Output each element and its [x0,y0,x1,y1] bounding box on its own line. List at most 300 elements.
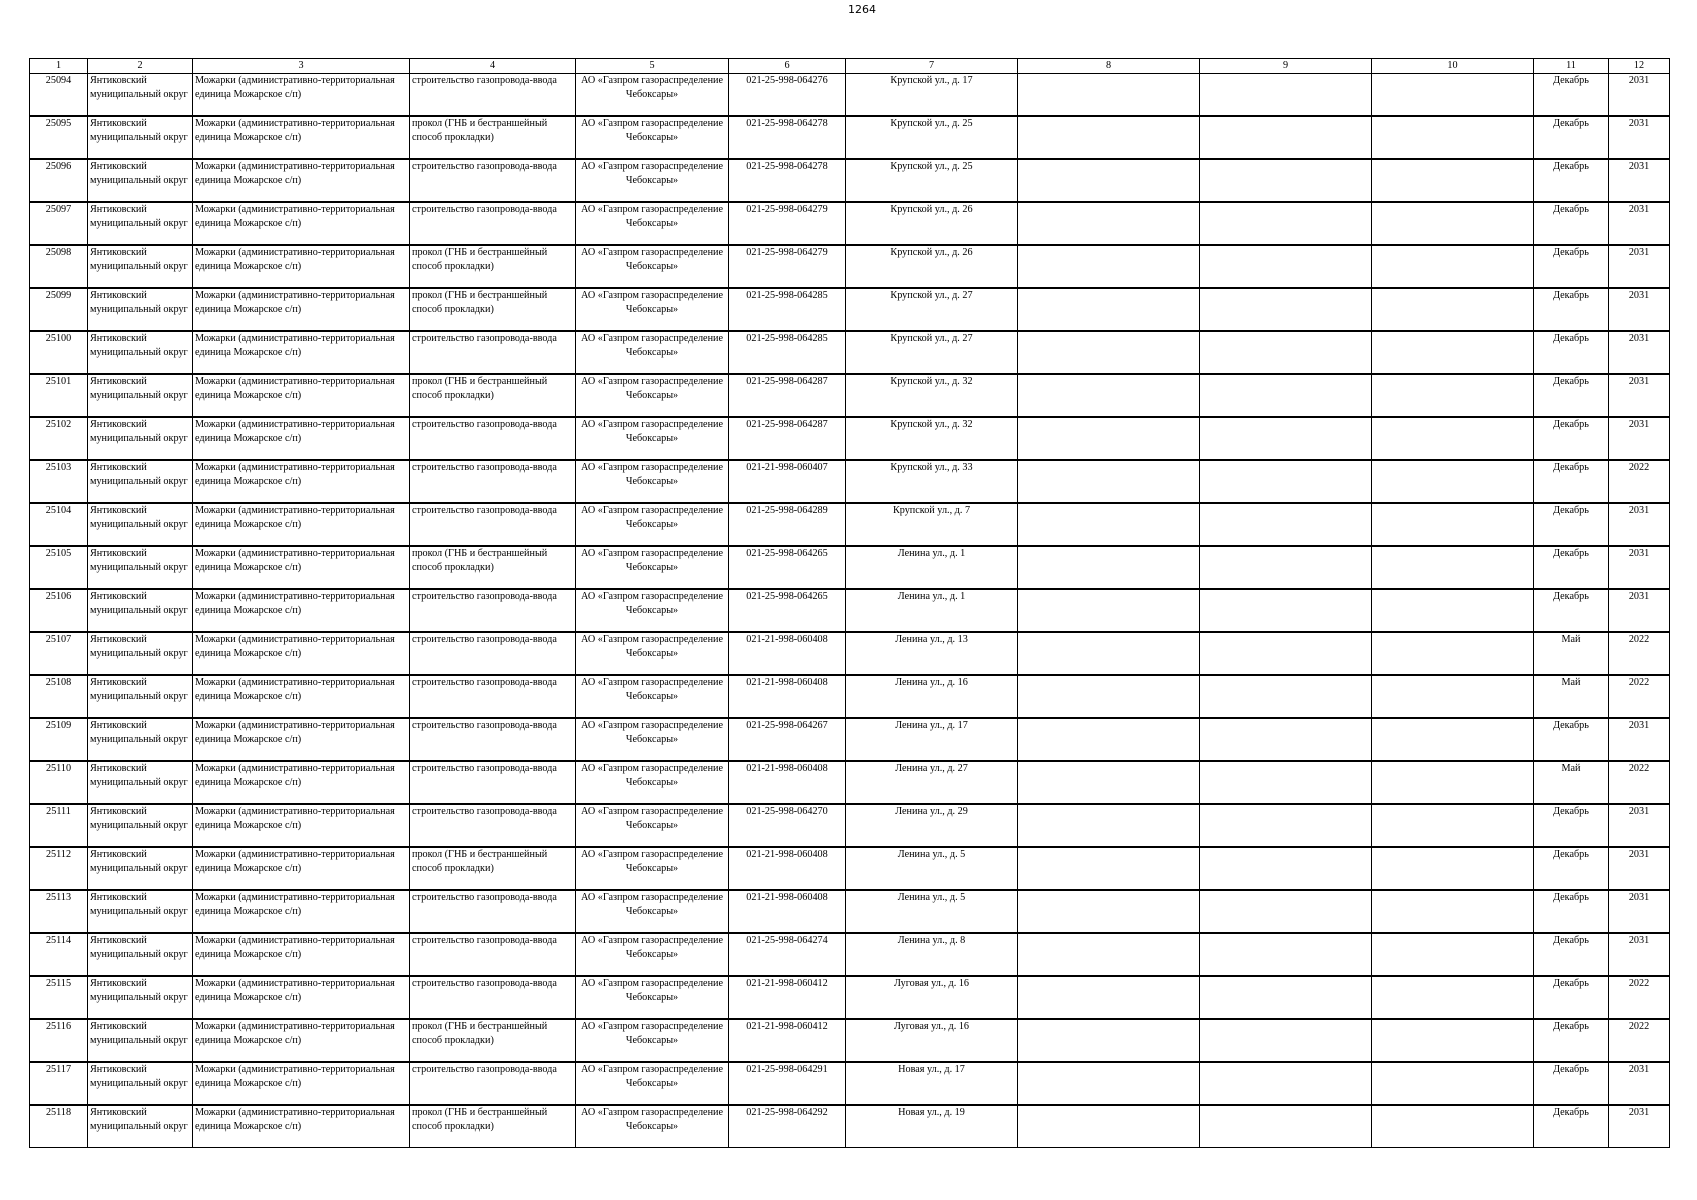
table-row [30,331,1670,374]
locality-cell: Можарки (административно-территориальная единица Можарское с/п) [193,331,410,374]
work-type-cell: строительство газопровода-ввода [410,503,576,546]
district-cell: Янтиковский муниципальный округ [88,74,193,117]
month-cell: Декабрь [1534,460,1609,503]
table-row [30,74,1670,117]
organization-cell: АО «Газпром газораспределение Чебоксары» [576,245,729,288]
year-cell: 2022 [1609,632,1670,675]
locality-cell: Можарки (административно-территориальная единица Можарское с/п) [193,374,410,417]
registry-body [30,74,1670,1148]
organization-cell: АО «Газпром газораспределение Чебоксары» [576,546,729,589]
row-number-cell: 25113 [30,890,88,933]
work-type-cell: строительство газопровода-ввода [410,159,576,202]
organization-cell: АО «Газпром газораспределение Чебоксары» [576,761,729,804]
work-type-cell: строительство газопровода-ввода [410,74,576,117]
month-cell: Декабрь [1534,589,1609,632]
column-8-cell [1018,116,1200,159]
column-9-cell [1200,74,1372,117]
organization-cell: АО «Газпром газораспределение Чебоксары» [576,589,729,632]
column-header: 3 [193,59,410,74]
address-cell: Крупской ул., д. 7 [846,503,1018,546]
column-9-cell [1200,116,1372,159]
month-cell: Декабрь [1534,804,1609,847]
work-type-cell: строительство газопровода-ввода [410,890,576,933]
column-9-cell [1200,1062,1372,1105]
row-number-cell: 25117 [30,1062,88,1105]
work-type-cell: строительство газопровода-ввода [410,331,576,374]
column-10-cell [1372,976,1534,1019]
year-cell: 2031 [1609,503,1670,546]
district-cell: Янтиковский муниципальный округ [88,116,193,159]
column-9-cell [1200,417,1372,460]
month-cell: Декабрь [1534,1105,1609,1148]
column-10-cell [1372,1062,1534,1105]
month-cell: Декабрь [1534,202,1609,245]
year-cell: 2022 [1609,1019,1670,1062]
column-9-cell [1200,933,1372,976]
column-header: 1 [30,59,88,74]
column-8-cell [1018,1105,1200,1148]
address-cell: Крупской ул., д. 32 [846,417,1018,460]
organization-cell: АО «Газпром газораспределение Чебоксары» [576,374,729,417]
district-cell: Янтиковский муниципальный округ [88,761,193,804]
month-cell: Декабрь [1534,245,1609,288]
address-cell: Крупской ул., д. 33 [846,460,1018,503]
column-header: 9 [1200,59,1372,74]
district-cell: Янтиковский муниципальный округ [88,1062,193,1105]
object-code-cell: 021-21-998-060408 [729,675,846,718]
organization-cell: АО «Газпром газораспределение Чебоксары» [576,460,729,503]
object-code-cell: 021-21-998-060408 [729,847,846,890]
object-code-cell: 021-25-998-064274 [729,933,846,976]
table-row [30,804,1670,847]
month-cell: Май [1534,675,1609,718]
column-header: 2 [88,59,193,74]
year-cell: 2031 [1609,933,1670,976]
locality-cell: Можарки (административно-территориальная единица Можарское с/п) [193,847,410,890]
table-row [30,761,1670,804]
year-cell: 2022 [1609,460,1670,503]
district-cell: Янтиковский муниципальный округ [88,890,193,933]
month-cell: Декабрь [1534,1019,1609,1062]
district-cell: Янтиковский муниципальный округ [88,331,193,374]
locality-cell: Можарки (административно-территориальная единица Можарское с/п) [193,976,410,1019]
address-cell: Ленина ул., д. 17 [846,718,1018,761]
column-8-cell [1018,202,1200,245]
address-cell: Крупской ул., д. 27 [846,288,1018,331]
address-cell: Ленина ул., д. 1 [846,589,1018,632]
year-cell: 2031 [1609,74,1670,117]
work-type-cell: строительство газопровода-ввода [410,632,576,675]
work-type-cell: строительство газопровода-ввода [410,761,576,804]
locality-cell: Можарки (административно-территориальная единица Можарское с/п) [193,933,410,976]
address-cell: Крупской ул., д. 25 [846,159,1018,202]
month-cell: Декабрь [1534,546,1609,589]
district-cell: Янтиковский муниципальный округ [88,546,193,589]
district-cell: Янтиковский муниципальный округ [88,202,193,245]
row-number-cell: 25106 [30,589,88,632]
row-number-cell: 25098 [30,245,88,288]
column-9-cell [1200,503,1372,546]
month-cell: Май [1534,761,1609,804]
work-type-cell: прокол (ГНБ и бестраншейный способ прокладки) [410,1019,576,1062]
table-row [30,976,1670,1019]
object-code-cell: 021-25-998-064276 [729,74,846,117]
year-cell: 2022 [1609,675,1670,718]
district-cell: Янтиковский муниципальный округ [88,933,193,976]
locality-cell: Можарки (административно-территориальная единица Можарское с/п) [193,804,410,847]
column-9-cell [1200,718,1372,761]
object-code-cell: 021-25-998-064285 [729,331,846,374]
column-8-cell [1018,675,1200,718]
locality-cell: Можарки (административно-территориальная единица Можарское с/п) [193,417,410,460]
address-cell: Ленина ул., д. 1 [846,546,1018,589]
locality-cell: Можарки (административно-территориальная единица Можарское с/п) [193,589,410,632]
object-code-cell: 021-25-998-064279 [729,202,846,245]
work-type-cell: прокол (ГНБ и бестраншейный способ прокладки) [410,374,576,417]
address-cell: Крупской ул., д. 17 [846,74,1018,117]
locality-cell: Можарки (административно-территориальная единица Можарское с/п) [193,288,410,331]
address-cell: Ленина ул., д. 5 [846,890,1018,933]
organization-cell: АО «Газпром газораспределение Чебоксары» [576,331,729,374]
month-cell: Декабрь [1534,288,1609,331]
year-cell: 2031 [1609,1062,1670,1105]
table-row [30,460,1670,503]
work-type-cell: прокол (ГНБ и бестраншейный способ прокладки) [410,245,576,288]
year-cell: 2031 [1609,374,1670,417]
column-9-cell [1200,460,1372,503]
column-8-cell [1018,933,1200,976]
column-9-cell [1200,761,1372,804]
column-8-cell [1018,632,1200,675]
locality-cell: Можарки (административно-территориальная единица Можарское с/п) [193,245,410,288]
locality-cell: Можарки (административно-территориальная единица Можарское с/п) [193,116,410,159]
address-cell: Ленина ул., д. 29 [846,804,1018,847]
month-cell: Декабрь [1534,1062,1609,1105]
organization-cell: АО «Газпром газораспределение Чебоксары» [576,116,729,159]
column-10-cell [1372,890,1534,933]
table-row [30,1105,1670,1148]
organization-cell: АО «Газпром газораспределение Чебоксары» [576,288,729,331]
work-type-cell: строительство газопровода-ввода [410,460,576,503]
work-type-cell: строительство газопровода-ввода [410,933,576,976]
table-row [30,847,1670,890]
column-9-cell [1200,976,1372,1019]
column-10-cell [1372,503,1534,546]
address-cell: Крупской ул., д. 26 [846,202,1018,245]
locality-cell: Можарки (административно-территориальная единица Можарское с/п) [193,503,410,546]
object-code-cell: 021-25-998-064265 [729,589,846,632]
district-cell: Янтиковский муниципальный округ [88,503,193,546]
row-number-cell: 25114 [30,933,88,976]
table-row [30,417,1670,460]
organization-cell: АО «Газпром газораспределение Чебоксары» [576,718,729,761]
organization-cell: АО «Газпром газораспределение Чебоксары» [576,159,729,202]
address-cell: Луговая ул., д. 16 [846,976,1018,1019]
column-10-cell [1372,546,1534,589]
column-8-cell [1018,589,1200,632]
column-10-cell [1372,804,1534,847]
column-10-cell [1372,675,1534,718]
column-8-cell [1018,804,1200,847]
object-code-cell: 021-25-998-064265 [729,546,846,589]
year-cell: 2031 [1609,1105,1670,1148]
column-8-cell [1018,245,1200,288]
row-number-cell: 25103 [30,460,88,503]
column-9-cell [1200,589,1372,632]
row-number-cell: 25094 [30,74,88,117]
organization-cell: АО «Газпром газораспределение Чебоксары» [576,417,729,460]
column-9-cell [1200,546,1372,589]
object-code-cell: 021-21-998-060412 [729,1019,846,1062]
table-row [30,245,1670,288]
district-cell: Янтиковский муниципальный округ [88,976,193,1019]
column-9-cell [1200,804,1372,847]
year-cell: 2031 [1609,159,1670,202]
row-number-cell: 25111 [30,804,88,847]
column-8-cell [1018,74,1200,117]
row-number-cell: 25097 [30,202,88,245]
column-8-cell [1018,761,1200,804]
month-cell: Декабрь [1534,116,1609,159]
table-row [30,288,1670,331]
district-cell: Янтиковский муниципальный округ [88,589,193,632]
year-cell: 2031 [1609,718,1670,761]
district-cell: Янтиковский муниципальный округ [88,1105,193,1148]
column-10-cell [1372,460,1534,503]
district-cell: Янтиковский муниципальный округ [88,847,193,890]
row-number-cell: 25105 [30,546,88,589]
locality-cell: Можарки (административно-территориальная единица Можарское с/п) [193,460,410,503]
column-10-cell [1372,1019,1534,1062]
column-header: 12 [1609,59,1670,74]
work-type-cell: строительство газопровода-ввода [410,718,576,761]
year-cell: 2022 [1609,976,1670,1019]
table-row [30,159,1670,202]
column-9-cell [1200,632,1372,675]
row-number-cell: 25107 [30,632,88,675]
table-row [30,718,1670,761]
locality-cell: Можарки (административно-территориальная единица Можарское с/п) [193,718,410,761]
work-type-cell: строительство газопровода-ввода [410,417,576,460]
locality-cell: Можарки (административно-территориальная единица Можарское с/п) [193,1105,410,1148]
month-cell: Декабрь [1534,503,1609,546]
year-cell: 2031 [1609,847,1670,890]
row-number-cell: 25108 [30,675,88,718]
locality-cell: Можарки (административно-территориальная единица Можарское с/п) [193,74,410,117]
district-cell: Янтиковский муниципальный округ [88,718,193,761]
year-cell: 2031 [1609,202,1670,245]
column-9-cell [1200,245,1372,288]
column-8-cell [1018,417,1200,460]
work-type-cell: строительство газопровода-ввода [410,976,576,1019]
column-9-cell [1200,847,1372,890]
column-8-cell [1018,890,1200,933]
organization-cell: АО «Газпром газораспределение Чебоксары» [576,632,729,675]
organization-cell: АО «Газпром газораспределение Чебоксары» [576,1019,729,1062]
column-8-cell [1018,374,1200,417]
column-9-cell [1200,159,1372,202]
column-8-cell [1018,460,1200,503]
page-number: 1264 [848,3,876,16]
column-8-cell [1018,718,1200,761]
column-header: 8 [1018,59,1200,74]
district-cell: Янтиковский муниципальный округ [88,245,193,288]
work-type-cell: прокол (ГНБ и бестраншейный способ прокладки) [410,546,576,589]
row-number-cell: 25099 [30,288,88,331]
district-cell: Янтиковский муниципальный округ [88,804,193,847]
district-cell: Янтиковский муниципальный округ [88,1019,193,1062]
year-cell: 2031 [1609,331,1670,374]
row-number-cell: 25102 [30,417,88,460]
column-9-cell [1200,1105,1372,1148]
year-cell: 2031 [1609,245,1670,288]
column-10-cell [1372,761,1534,804]
month-cell: Декабрь [1534,890,1609,933]
column-10-cell [1372,74,1534,117]
work-type-cell: прокол (ГНБ и бестраншейный способ прокладки) [410,116,576,159]
column-8-cell [1018,546,1200,589]
object-code-cell: 021-25-998-064287 [729,374,846,417]
registry-table [29,58,1670,1148]
month-cell: Декабрь [1534,933,1609,976]
address-cell: Крупской ул., д. 27 [846,331,1018,374]
table-row [30,116,1670,159]
month-cell: Декабрь [1534,159,1609,202]
table-row [30,933,1670,976]
column-10-cell [1372,589,1534,632]
locality-cell: Можарки (административно-территориальная единица Можарское с/п) [193,675,410,718]
year-cell: 2022 [1609,761,1670,804]
object-code-cell: 021-25-998-064270 [729,804,846,847]
column-10-cell [1372,202,1534,245]
row-number-cell: 25100 [30,331,88,374]
month-cell: Декабрь [1534,417,1609,460]
column-8-cell [1018,1062,1200,1105]
organization-cell: АО «Газпром газораспределение Чебоксары» [576,202,729,245]
column-9-cell [1200,202,1372,245]
address-cell: Ленина ул., д. 27 [846,761,1018,804]
organization-cell: АО «Газпром газораспределение Чебоксары» [576,890,729,933]
district-cell: Янтиковский муниципальный округ [88,675,193,718]
object-code-cell: 021-25-998-064287 [729,417,846,460]
column-8-cell [1018,159,1200,202]
address-cell: Новая ул., д. 19 [846,1105,1018,1148]
column-header: 10 [1372,59,1534,74]
column-9-cell [1200,890,1372,933]
column-10-cell [1372,374,1534,417]
address-cell: Ленина ул., д. 13 [846,632,1018,675]
work-type-cell: строительство газопровода-ввода [410,1062,576,1105]
object-code-cell: 021-25-998-064285 [729,288,846,331]
object-code-cell: 021-21-998-060408 [729,761,846,804]
column-9-cell [1200,288,1372,331]
address-cell: Ленина ул., д. 8 [846,933,1018,976]
column-header: 7 [846,59,1018,74]
year-cell: 2031 [1609,589,1670,632]
object-code-cell: 021-25-998-064278 [729,116,846,159]
column-header: 5 [576,59,729,74]
row-number-cell: 25116 [30,1019,88,1062]
district-cell: Янтиковский муниципальный округ [88,460,193,503]
table-row [30,589,1670,632]
row-number-cell: 25110 [30,761,88,804]
object-code-cell: 021-21-998-060412 [729,976,846,1019]
column-9-cell [1200,331,1372,374]
column-10-cell [1372,331,1534,374]
row-number-cell: 25095 [30,116,88,159]
organization-cell: АО «Газпром газораспределение Чебоксары» [576,847,729,890]
object-code-cell: 021-25-998-064292 [729,1105,846,1148]
column-header: 4 [410,59,576,74]
row-number-cell: 25118 [30,1105,88,1148]
column-8-cell [1018,847,1200,890]
column-10-cell [1372,847,1534,890]
district-cell: Янтиковский муниципальный округ [88,159,193,202]
row-number-cell: 25104 [30,503,88,546]
locality-cell: Можарки (административно-территориальная единица Можарское с/п) [193,546,410,589]
month-cell: Декабрь [1534,718,1609,761]
address-cell: Новая ул., д. 17 [846,1062,1018,1105]
month-cell: Декабрь [1534,74,1609,117]
year-cell: 2031 [1609,804,1670,847]
table-row [30,1019,1670,1062]
table-row [30,202,1670,245]
row-number-cell: 25096 [30,159,88,202]
organization-cell: АО «Газпром газораспределение Чебоксары» [576,976,729,1019]
organization-cell: АО «Газпром газораспределение Чебоксары» [576,675,729,718]
locality-cell: Можарки (административно-территориальная единица Можарское с/п) [193,1019,410,1062]
table-row [30,503,1670,546]
column-8-cell [1018,331,1200,374]
object-code-cell: 021-21-998-060408 [729,632,846,675]
month-cell: Декабрь [1534,847,1609,890]
month-cell: Декабрь [1534,374,1609,417]
month-cell: Декабрь [1534,331,1609,374]
header-row [30,59,1670,74]
address-cell: Крупской ул., д. 26 [846,245,1018,288]
column-9-cell [1200,675,1372,718]
year-cell: 2031 [1609,546,1670,589]
work-type-cell: строительство газопровода-ввода [410,589,576,632]
table-row [30,632,1670,675]
locality-cell: Можарки (административно-территориальная единица Можарское с/п) [193,761,410,804]
column-8-cell [1018,1019,1200,1062]
column-header: 6 [729,59,846,74]
column-8-cell [1018,976,1200,1019]
object-code-cell: 021-25-998-064278 [729,159,846,202]
column-10-cell [1372,159,1534,202]
year-cell: 2031 [1609,116,1670,159]
row-number-cell: 25101 [30,374,88,417]
organization-cell: АО «Газпром газораспределение Чебоксары» [576,74,729,117]
district-cell: Янтиковский муниципальный округ [88,374,193,417]
district-cell: Янтиковский муниципальный округ [88,288,193,331]
year-cell: 2031 [1609,890,1670,933]
address-cell: Ленина ул., д. 5 [846,847,1018,890]
work-type-cell: прокол (ГНБ и бестраншейный способ прокладки) [410,288,576,331]
table-row [30,374,1670,417]
district-cell: Янтиковский муниципальный округ [88,632,193,675]
locality-cell: Можарки (административно-территориальная единица Можарское с/п) [193,1062,410,1105]
table-row [30,675,1670,718]
row-number-cell: 25112 [30,847,88,890]
column-10-cell [1372,1105,1534,1148]
address-cell: Ленина ул., д. 16 [846,675,1018,718]
column-10-cell [1372,245,1534,288]
object-code-cell: 021-25-998-064291 [729,1062,846,1105]
row-number-cell: 25115 [30,976,88,1019]
address-cell: Луговая ул., д. 16 [846,1019,1018,1062]
